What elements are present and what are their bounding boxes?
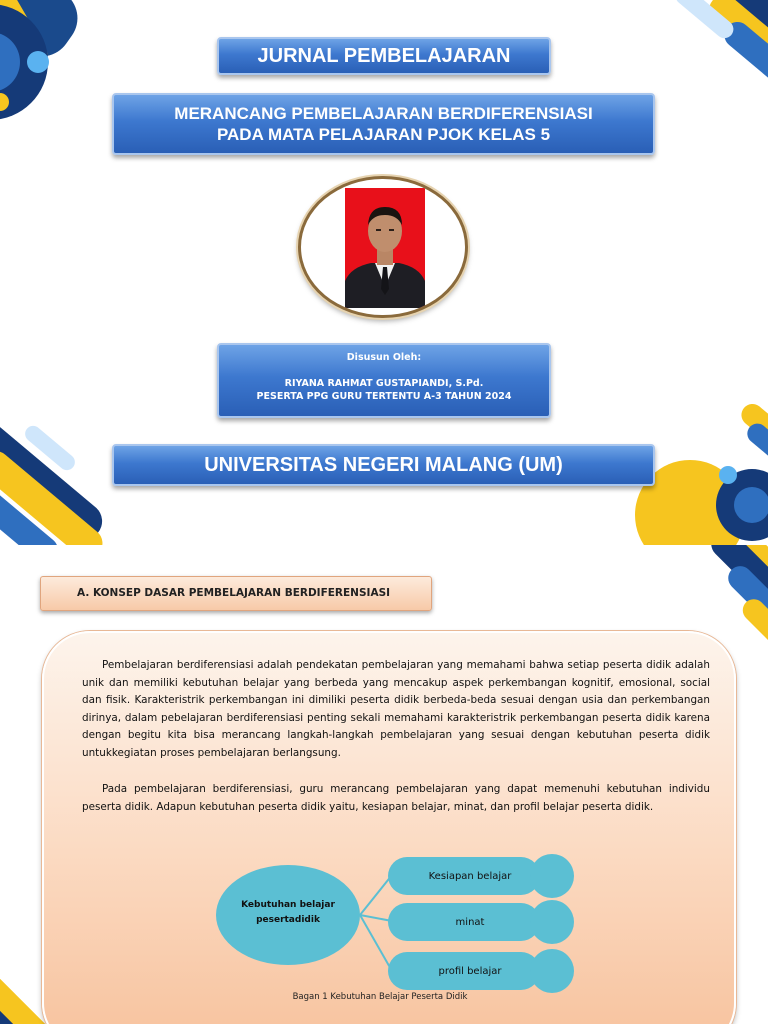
needs-diagram	[210, 845, 580, 995]
branch-label-3: profil belajar	[438, 966, 502, 977]
author-photo	[301, 179, 465, 315]
author-name: RIYANA RAHMAT GUSTAPIANDI, S.Pd.	[284, 378, 484, 389]
connector-line-3	[360, 915, 392, 971]
branch-node-2	[388, 900, 574, 944]
paragraph-2: Pada pembelajaran berdiferensiasi, guru merancang pembelajaran yang dapat memenuhi kebutuhan individu peserta didik. Adapun kebutuhan peserta didik yaitu, kesiapan belajar, minat, dan profil belajar peserta didik.	[82, 783, 710, 813]
connector-line-1	[360, 875, 392, 915]
author-banner	[217, 343, 551, 418]
branch-label-1: Kesiapan belajar	[428, 871, 512, 882]
branch-node-1	[388, 854, 574, 898]
journal-title: JURNAL PEMBELAJARAN	[257, 45, 511, 67]
content-slide	[0, 545, 768, 1024]
section-heading-text: A. KONSEP DASAR PEMBELAJARAN BERDIFERENSIASI	[77, 587, 391, 599]
author-photo-frame	[298, 176, 468, 318]
branch-node-3	[388, 949, 574, 993]
center-label-line-1: Kebutuhan belajar	[241, 900, 335, 910]
university-banner	[112, 444, 655, 486]
journal-title-banner	[217, 37, 551, 75]
connector-line-2	[360, 915, 392, 921]
section-heading	[40, 576, 432, 611]
subject-line-2: PADA MATA PELAJARAN PJOK KELAS 5	[216, 125, 551, 144]
branch-label-2: minat	[455, 917, 485, 928]
subject-banner	[112, 93, 655, 155]
author-heading: Disusun Oleh:	[346, 352, 422, 363]
subject-line-1: MERANCANG PEMBELAJARAN BERDIFERENSIASI	[174, 104, 593, 123]
university-name: UNIVERSITAS NEGERI MALANG (UM)	[204, 454, 563, 476]
author-role: PESERTA PPG GURU TERTENTU A-3 TAHUN 2024	[256, 391, 512, 402]
paragraph-1: Pembelajaran berdiferensiasi adalah pendekatan pembelajaran yang memahami bahwa setiap peserta didik adalah unik dan memiliki kebutuhan belajar yang berbeda yang mencakup aspek perkembangan kognitif, emosional, social dan fisik. Karakteristrik perkembangan ini dimiliki peserta didik berbeda-beda sesuai dengan usia dan perkembangan dirinya, dalam pebelajaran berdiferensiasi penting sekali memahami karakteristrik perkembangan peserta didik karena dengan begitu kita bisa merancang langkah-langkah pembelajaran yang sesuai dengan kebutuhan peserta didik untukkegiatan proses pembelajaran berlangsung.	[82, 659, 710, 759]
center-label-line-2: pesertadidik	[256, 915, 320, 925]
diagram-caption: Bagan 1 Kebutuhan Belajar Peserta Didik	[292, 992, 468, 1002]
